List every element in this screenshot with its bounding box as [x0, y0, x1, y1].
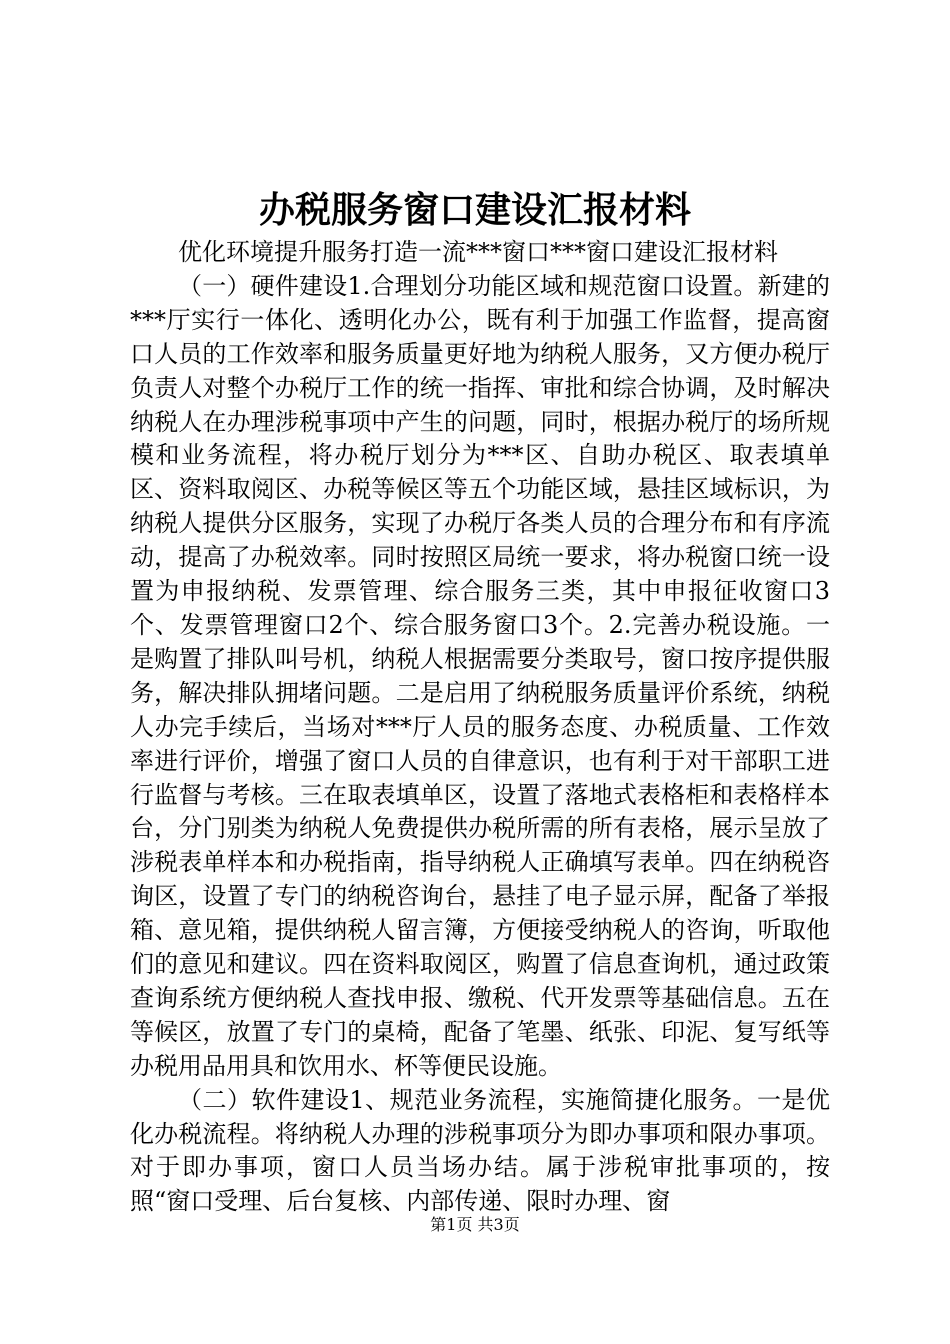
- paragraph-software: （二）软件建设1、规范业务流程，实施简捷化服务。一是优化办税流程。将纳税人办理的涉税事项分为即办事项和限办事项。对于即办事项，窗口人员当场办结。属于涉税审批事项的，按照“窗口受理、后台复核、内部传递、限时办理、窗: [130, 1085, 830, 1216]
- paragraph-subtitle: 优化环境提升服务打造一流***窗口***窗口建设汇报材料: [178, 238, 778, 266]
- document-body: [130, 236, 830, 1219]
- document-title: 办税服务窗口建设汇报材料: [258, 189, 691, 231]
- page-number: 第1页 共3页: [430, 1215, 520, 1234]
- paragraph-hardware: （一）硬件建设1.合理划分功能区域和规范窗口设置。新建的***厅实行一体化、透明化办公，既有利于加强工作监督，提高窗口人员的工作效率和服务质量更好地为纳税人服务，又方便办税厅负责人对整个办税厅工作的统一指挥、审批和综合协调，及时解决纳税人在办理涉税事项中产生的问题，同时，根据办税厅的场所规模和业务流程，将办税厅划分为***区、自助办税区、取表填单区、资料取阅区、办税等候区等五个功能区域，悬挂区域标识，为纳税人提供分区服务，实现了办税厅各类人员的合理分布和有序流动，提高了办税效率。同时按照区局统一要求，将办税窗口统一设置为申报纳税、发票管理、综合服务三类，其中申报征收窗口3个、发票管理窗口2个、综合服务窗口3个。2.完善办税设施。一是购置了排队叫号机，纳税人根据需要分类取号，窗口按序提供服务，解决排队拥堵问题。二是启用了纳税服务质量评价系统，纳税人办完手续后，当场对***厅人员的服务态度、办税质量、工作效率进行评价，增强了窗口人员的自律意识，也有利于对干部职工进行监督与考核。三在取表填单区，设置了落地式表格柜和表格样本台，分门别类为纳税人免费提供办税所需的所有表格，展示呈放了涉税表单样本和办税指南，指导纳税人正确填写表单。四在纳税咨询区，设置了专门的纳税咨询台，悬挂了电子显示屏，配备了举报箱、意见箱，提供纳税人留言簿，方便接受纳税人的咨询，听取他们的意见和建议。四在资料取阅区，购置了信息查询机，通过政策查询系统方便纳税人查找申报、缴税、代开发票等基础信息。五在等候区，放置了专门的桌椅，配备了笔墨、纸张、印泥、复写纸等办税用品用具和饮用水、杯等便民设施。: [130, 271, 830, 1080]
